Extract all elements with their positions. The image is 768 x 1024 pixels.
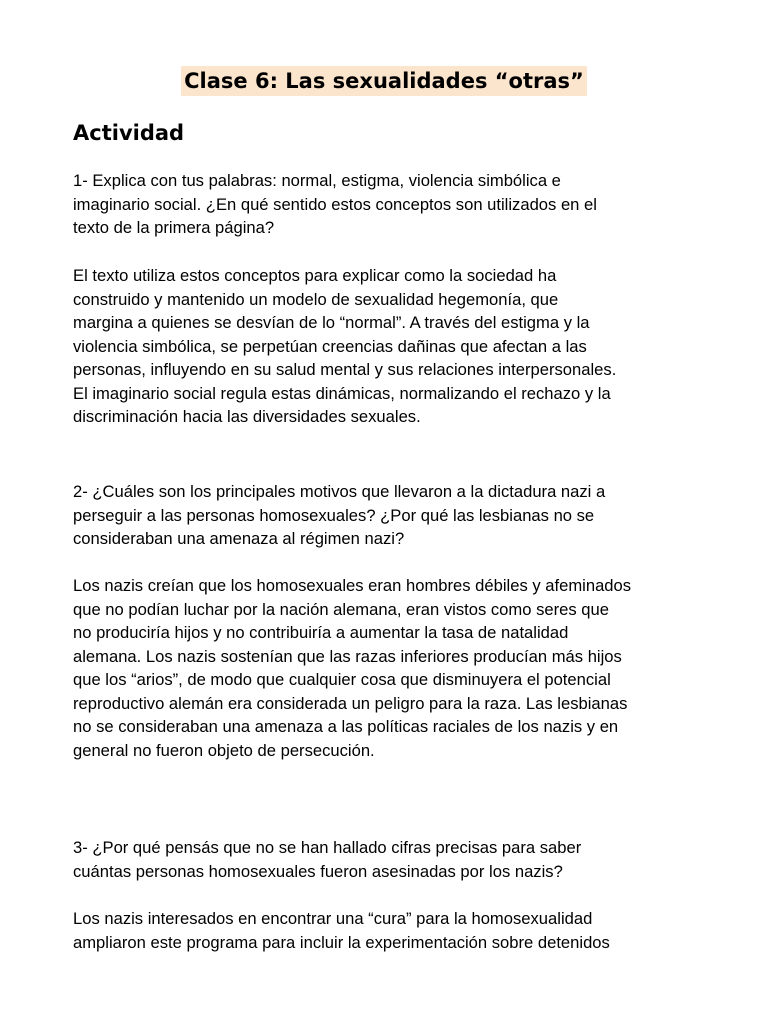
title-container xyxy=(0,66,768,96)
answer-1-line: margina a quienes se desvían de lo “normal”. A través del estigma y la xyxy=(73,313,590,332)
answer-2-line: reproductivo alemán era considerada un peligro para la raza. Las lesbianas xyxy=(73,693,628,713)
answer-1 xyxy=(73,264,703,429)
answer-3-line: Los nazis interesados en encontrar una “cura” para la homosexualidad xyxy=(73,909,593,928)
answer-1-line: construido y mantenido un modelo de sexualidad hegemonía, que xyxy=(73,289,559,309)
answer-1-line: personas, influyendo en su salud mental y sus relaciones interpersonales. xyxy=(73,360,617,379)
answer-3-line: ampliaron este programa para incluir la experimentación sobre detenidos xyxy=(73,932,610,952)
answer-2-line: Los nazis creían que los homosexuales eran hombres débiles y afeminados xyxy=(73,576,632,595)
answer-1-line: El imaginario social regula estas dinámicas, normalizando el rechazo y la xyxy=(73,383,611,403)
answer-2-line: que no podían luchar por la nación alemana, eran vistos como seres que xyxy=(73,599,609,619)
question-3 xyxy=(73,836,703,883)
question-1-line: imaginario social. ¿En qué sentido estos conceptos son utilizados en el xyxy=(73,194,597,214)
question-2-line: consideraban una amenaza al régimen nazi? xyxy=(73,529,405,548)
question-1-line: texto de la primera página? xyxy=(73,218,275,237)
section-heading-actividad: Actividad xyxy=(73,121,185,145)
answer-2-line: que los “arios”, de modo que cualquier cosa que disminuyera el potencial xyxy=(73,670,611,689)
answer-1-line: El texto utiliza estos conceptos para explicar como la sociedad ha xyxy=(73,266,557,285)
question-1 xyxy=(73,169,703,240)
page-title: Clase 6: Las sexualidades “otras” xyxy=(181,66,587,96)
answer-3 xyxy=(73,907,703,954)
question-2-line: perseguir a las personas homosexuales? ¿Por qué las lesbianas no se xyxy=(73,505,595,525)
question-3-line: 3- ¿Por qué pensás que no se han hallado cifras precisas para saber xyxy=(73,838,582,857)
answer-2-line: general no fueron objeto de persecución. xyxy=(73,740,375,760)
question-2 xyxy=(73,480,703,551)
answer-1-line: discriminación hacia las diversidades sexuales. xyxy=(73,407,421,426)
question-1-line: 1- Explica con tus palabras: normal, estigma, violencia simbólica e xyxy=(73,171,561,190)
answer-2-line: no produciría hijos y no contribuiría a aumentar la tasa de natalidad xyxy=(73,623,569,642)
question-3-line: cuántas personas homosexuales fueron asesinadas por los nazis? xyxy=(73,861,563,881)
answer-2-line: alemana. Los nazis sostenían que las razas inferiores producían más hijos xyxy=(73,646,622,666)
answer-2-line: no se consideraban una amenaza a las políticas raciales de los nazis y en xyxy=(73,717,619,736)
question-2-line: 2- ¿Cuáles son los principales motivos que llevaron a la dictadura nazi a xyxy=(73,482,606,501)
answer-2 xyxy=(73,574,703,762)
answer-1-line: violencia simbólica, se perpetúan creencias dañinas que afectan a las xyxy=(73,336,587,356)
